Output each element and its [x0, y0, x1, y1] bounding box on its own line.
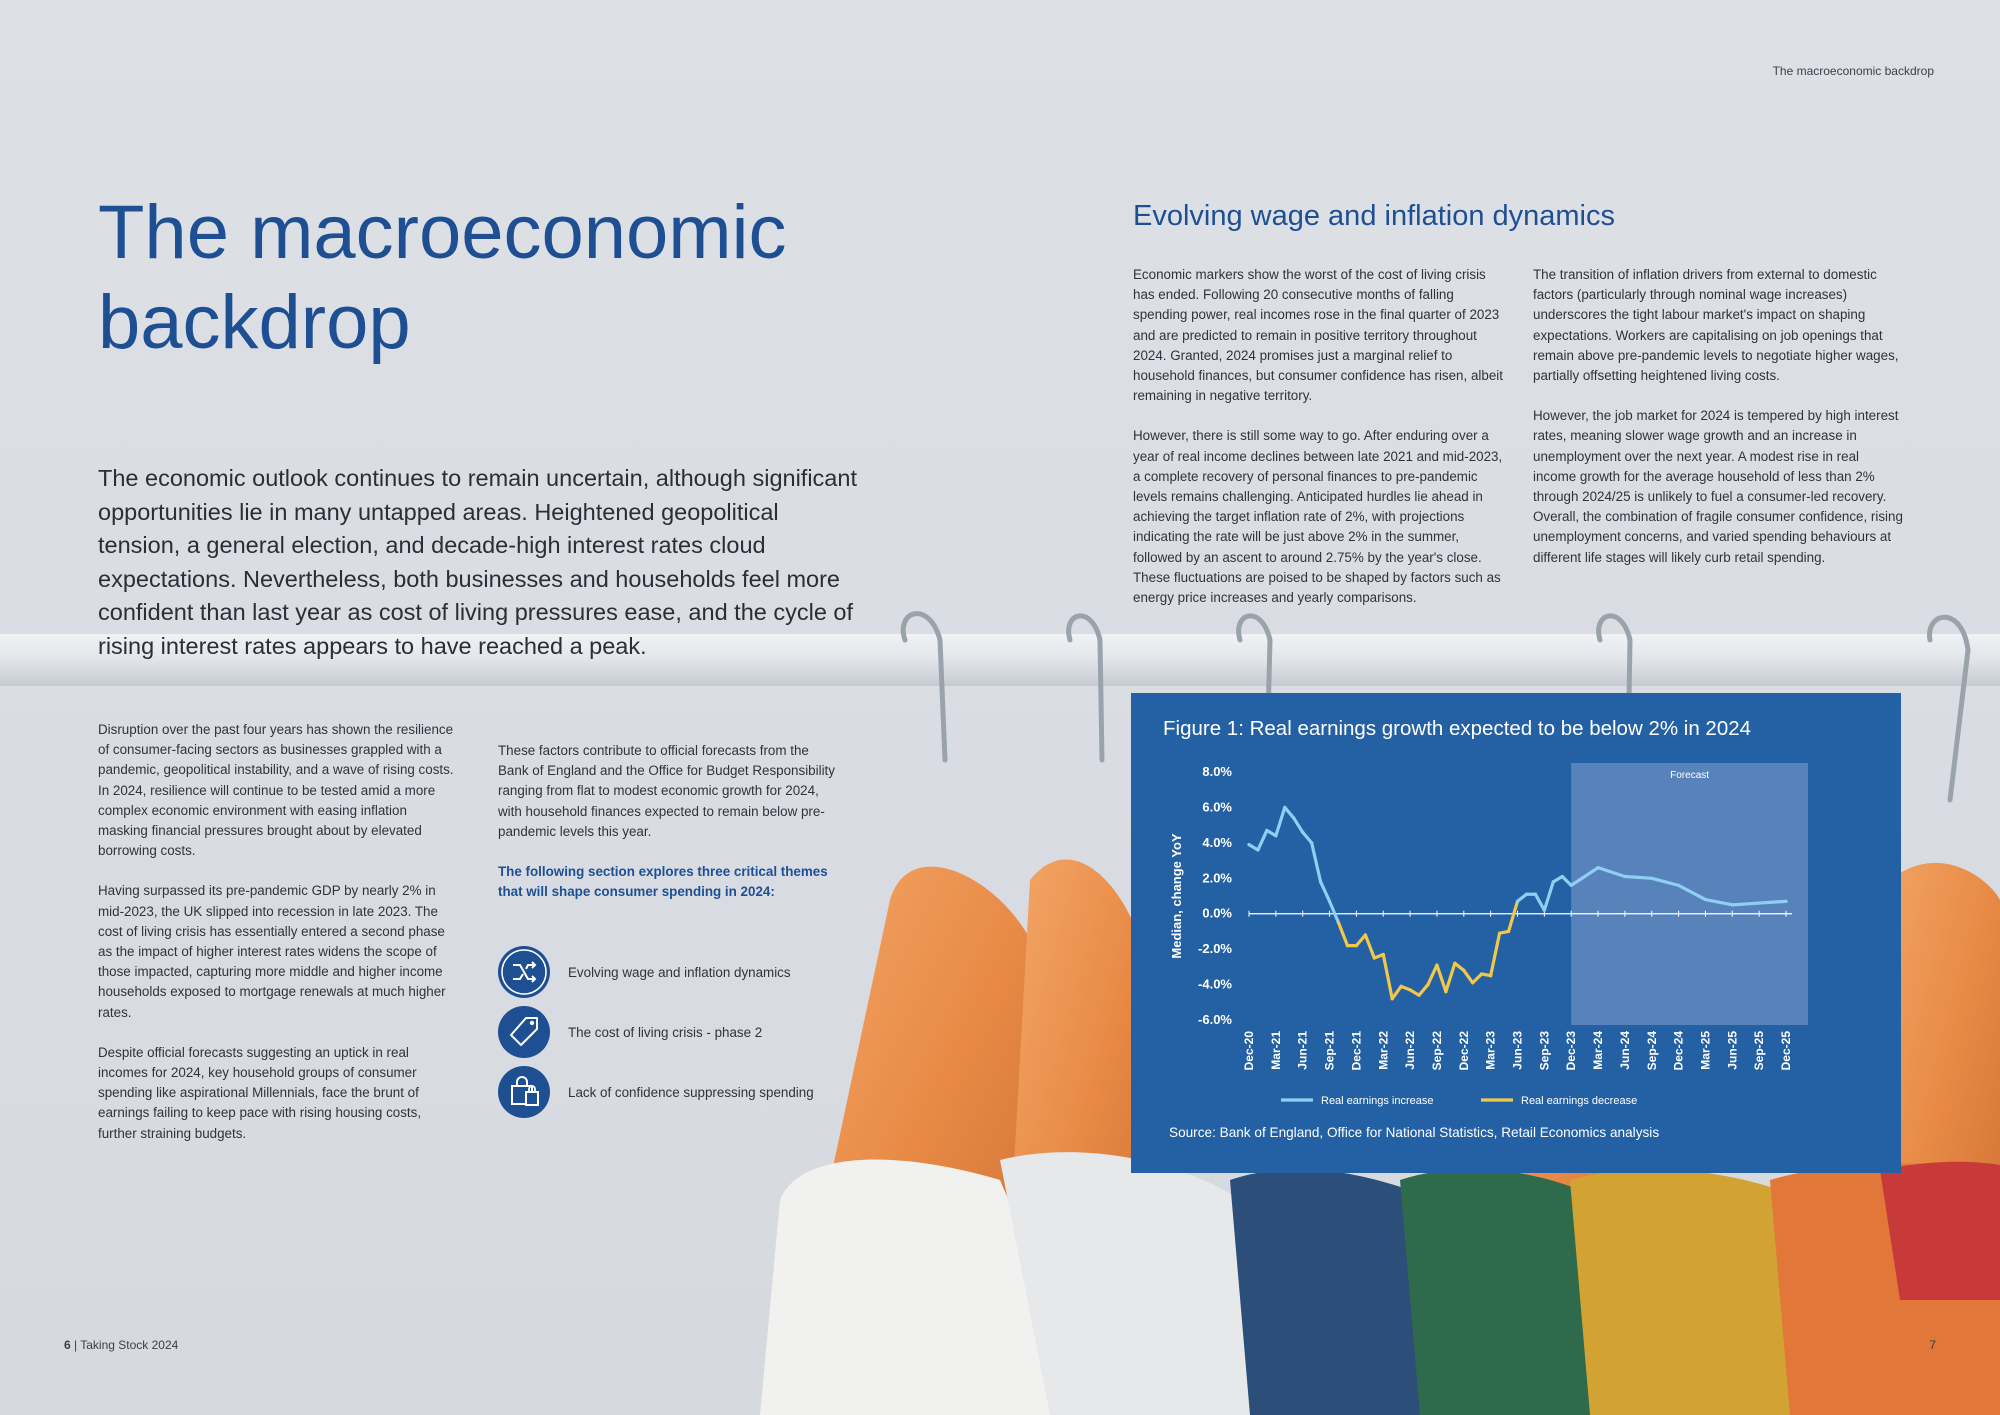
series-segment: [1544, 882, 1553, 910]
arrows-icon: [498, 946, 550, 998]
x-tick-label: Jun-23: [1510, 1031, 1525, 1070]
data-point: [1784, 900, 1787, 903]
themes-intro: The following section explores three critical themes that will shape consumer spending in 2024:: [498, 864, 828, 900]
legend-label-increase: Real earnings increase: [1321, 1095, 1434, 1107]
page-title-line-1: The macroeconomic: [98, 190, 787, 275]
data-point: [1507, 930, 1510, 933]
series-segment: [1437, 965, 1446, 992]
theme-label: The cost of living crisis - phase 2: [568, 1024, 763, 1040]
real-earnings-chart: [1131, 693, 1901, 1173]
folio-left: 6 | Taking Stock 2024: [64, 1338, 179, 1352]
series-segment: [1625, 877, 1652, 879]
data-point: [1516, 900, 1519, 903]
data-point: [1525, 893, 1528, 896]
page-title-line-2: backdrop: [98, 280, 411, 365]
x-tick-label: Sep-24: [1644, 1031, 1659, 1071]
data-point: [1346, 944, 1349, 947]
x-tick-label: Sep-23: [1537, 1031, 1552, 1071]
data-point: [1677, 884, 1680, 887]
data-point: [1301, 831, 1304, 834]
data-point: [1328, 900, 1331, 903]
theme-item: [498, 946, 791, 998]
series-segment: [1383, 954, 1392, 998]
figure-source: Source: Bank of England, Office for National Statistics, Retail Economics analysis: [1169, 1125, 1660, 1140]
series-segment: [1321, 882, 1330, 901]
right-column-1: [1133, 265, 1503, 628]
series-segment: [1365, 935, 1374, 958]
theme-item: [498, 1066, 814, 1118]
data-point: [1498, 932, 1501, 935]
data-point: [1391, 997, 1394, 1000]
data-point: [1552, 880, 1555, 883]
figure-1-panel: [1131, 693, 1901, 1173]
series-segment: [1428, 965, 1437, 984]
data-point: [1435, 963, 1438, 966]
theme-item: [498, 1006, 762, 1058]
data-point: [1623, 875, 1626, 878]
data-point: [1704, 898, 1707, 901]
x-tick-label: Dec-22: [1456, 1031, 1471, 1071]
series-segment: [1535, 894, 1544, 910]
x-tick-label: Mar-23: [1483, 1031, 1498, 1070]
left-column: [98, 720, 458, 1164]
folio-right: 7: [1929, 1338, 1936, 1352]
y-tick-label: 8.0%: [1202, 764, 1232, 779]
series-segment: [1312, 843, 1321, 882]
shopping-bag-icon: [498, 1066, 550, 1118]
data-point: [1265, 829, 1268, 832]
x-tick-label: Dec-23: [1564, 1031, 1579, 1071]
x-tick-label: Jun-22: [1403, 1031, 1418, 1070]
body-paragraph: The transition of inflation drivers from external to domestic factors (particularly through nominal wage increases) underscores the tight labour market's impact on shaping expectations. Workers are capitalising on job openings that remain above pre-pandemic levels to negotiate higher wages, partially offsetting heightened living costs.: [1533, 267, 1899, 384]
data-point: [1355, 944, 1358, 947]
data-point: [1596, 866, 1599, 869]
series-segment: [1339, 923, 1348, 946]
data-point: [1292, 816, 1295, 819]
forecast-region: [1571, 763, 1808, 1025]
data-point: [1382, 953, 1385, 956]
series-segment: [1294, 818, 1303, 832]
data-point: [1570, 884, 1573, 887]
series-segment: [1473, 974, 1482, 983]
body-paragraph: Disruption over the past four years has shown the resilience of consumer-facing sectors as businesses grappled with a pandemic, geopolitical instability, and a wave of rising costs. In 2024, resilience will continue to be tested amid a more complex economic environment with easing inflation masking financial pressures brought about by elevated borrowing costs.: [98, 722, 454, 859]
series-segment: [1303, 832, 1312, 843]
data-point: [1409, 988, 1412, 991]
y-tick-label: -4.0%: [1198, 976, 1232, 992]
x-tick-label: Sep-22: [1429, 1031, 1444, 1071]
data-point: [1319, 880, 1322, 883]
y-tick-label: 4.0%: [1202, 834, 1232, 850]
body-paragraph: Having surpassed its pre-pandemic GDP by nearly 2% in mid-2023, the UK slipped into recession in late 2023. The cost of living crisis has essentially entered a second phase as the impact of higher interest rates widens the scope of those impacted, capturing more middle and higher income households exposed to mortgage renewals at much higher rates.: [98, 883, 446, 1020]
x-tick-label: Jun-24: [1617, 1031, 1632, 1070]
y-tick-label: 0.0%: [1202, 905, 1232, 921]
x-tick-label: Mar-21: [1268, 1031, 1283, 1070]
series-segment: [1464, 970, 1473, 982]
price-tag-icon: [498, 1006, 550, 1058]
y-axis-label: Median, change YoY: [1169, 833, 1184, 959]
data-point: [1417, 994, 1420, 997]
data-point: [1471, 981, 1474, 984]
x-tick-label: Dec-25: [1779, 1031, 1793, 1071]
series-segment: [1258, 830, 1267, 849]
running-head: The macroeconomic backdrop: [1772, 64, 1934, 78]
data-point: [1283, 806, 1286, 809]
data-point: [1543, 909, 1546, 912]
y-tick-label: -6.0%: [1198, 1012, 1232, 1027]
figure-title: Figure 1: Real earnings growth expected to be below 2% in 2024: [1163, 717, 1752, 740]
data-point: [1462, 969, 1465, 972]
theme-label: Lack of confidence suppressing spending: [568, 1084, 814, 1100]
series-segment: [1518, 894, 1527, 901]
data-point: [1256, 848, 1259, 851]
x-tick-label: Mar-22: [1376, 1031, 1391, 1070]
series-segment: [1356, 935, 1365, 946]
section-title: Evolving wage and inflation dynamics: [1133, 200, 1615, 232]
middle-column: [498, 741, 842, 922]
forecast-label: Forecast: [1670, 770, 1710, 781]
y-tick-label: -2.0%: [1198, 941, 1232, 957]
series-segment: [1330, 901, 1339, 922]
data-point: [1373, 956, 1376, 959]
x-tick-label: Dec-20: [1242, 1031, 1256, 1071]
legend-label-decrease: Real earnings decrease: [1521, 1095, 1638, 1107]
data-point: [1758, 901, 1761, 904]
data-point: [1426, 983, 1429, 986]
series-segment: [1455, 963, 1464, 970]
series-segment: [1759, 901, 1786, 903]
data-point: [1534, 893, 1537, 896]
data-point: [1310, 841, 1313, 844]
data-point: [1400, 985, 1403, 988]
data-point: [1274, 834, 1277, 837]
series-segment: [1446, 963, 1455, 991]
series-segment: [1276, 807, 1285, 835]
data-point: [1731, 903, 1734, 906]
x-tick-label: Mar-24: [1591, 1031, 1606, 1070]
y-tick-label: 2.0%: [1202, 870, 1232, 886]
series-segment: [1392, 986, 1401, 998]
data-point: [1489, 974, 1492, 977]
series-segment: [1491, 933, 1500, 976]
series-segment: [1732, 903, 1759, 905]
shirts: [760, 1152, 2000, 1415]
x-tick-label: Dec-21: [1349, 1031, 1364, 1071]
series-segment: [1562, 877, 1571, 886]
data-point: [1337, 921, 1340, 924]
x-tick-label: Jun-21: [1295, 1031, 1310, 1070]
data-point: [1444, 990, 1447, 993]
y-tick-label: 6.0%: [1202, 799, 1232, 815]
x-tick-label: Sep-25: [1752, 1031, 1767, 1071]
series-segment: [1509, 901, 1518, 931]
data-point: [1650, 877, 1653, 880]
body-paragraph: Despite official forecasts suggesting an uptick in real incomes for 2024, key household groups of consumer spending like aspirational Millennials, face the brunt of earnings failing to keep pace with rising housing costs, further straining budgets.: [98, 1044, 422, 1141]
series-segment: [1419, 985, 1428, 996]
theme-label: Evolving wage and inflation dynamics: [568, 964, 791, 980]
data-point: [1453, 962, 1456, 965]
x-tick-label: Jun-25: [1725, 1031, 1740, 1070]
data-point: [1364, 933, 1367, 936]
x-tick-label: Mar-25: [1698, 1031, 1713, 1070]
body-paragraph: These factors contribute to official forecasts from the Bank of England and the Office for Budget Responsibility ranging from flat to modest economic growth for 2024, with household finances expected to remain below pre-pandemic levels this year.: [498, 743, 835, 839]
body-paragraph: Economic markers show the worst of the cost of living crisis has ended. Following 20 consecutive months of falling spending power, real incomes rose in the final quarter of 2023 and are predicted to remain in positive territory throughout 2024. Granted, 2024 promises just a marginal relief to household finances, but consumer confidence has risen, albeit remaining in negative territory.: [1133, 267, 1503, 404]
right-column-2: [1533, 265, 1903, 588]
series-segment: [1285, 807, 1294, 818]
data-point: [1247, 843, 1250, 846]
body-paragraph: However, there is still some way to go. After enduring over a year of real income declines between late 2021 and mid-2023, a complete recovery of personal finances to pre-pandemic levels remains challenging. Anticipated hurdles lie ahead in achieving the target inflation rate of 2%, with projections indicating the rate will be just above 2% in the summer, followed by an ascent to around 2.75% by the year's close. These fluctuations are poised to be shaped by factors such as energy price increases and yearly comparisons.: [1133, 428, 1503, 606]
data-point: [1561, 875, 1564, 878]
page-title: [98, 188, 798, 368]
data-point: [1480, 972, 1483, 975]
body-paragraph: However, the job market for 2024 is tempered by high interest rates, meaning slower wage growth and an increase in unemployment over the next year. A modest rise in real income growth for the average household of less than 2% through 2024/25 is unlikely to fuel a consumer-led recovery. Overall, the combination of fragile consumer confidence, rising unemployment concerns, and varied spending behaviours at different life stages will likely curb retail spending.: [1533, 408, 1903, 565]
x-tick-label: Sep-21: [1322, 1031, 1337, 1071]
lead-paragraph: The economic outlook continues to remain uncertain, although significant opportunities lie in many untapped areas. Heightened geopolitical tension, a general election, and decade-high interest rates cloud expectations. Nevertheless, both businesses and households feel more confident than last year as cost of living pressures ease, and the cycle of rising interest rates appears to have reached a peak.: [98, 465, 857, 659]
x-tick-label: Dec-24: [1671, 1031, 1686, 1071]
